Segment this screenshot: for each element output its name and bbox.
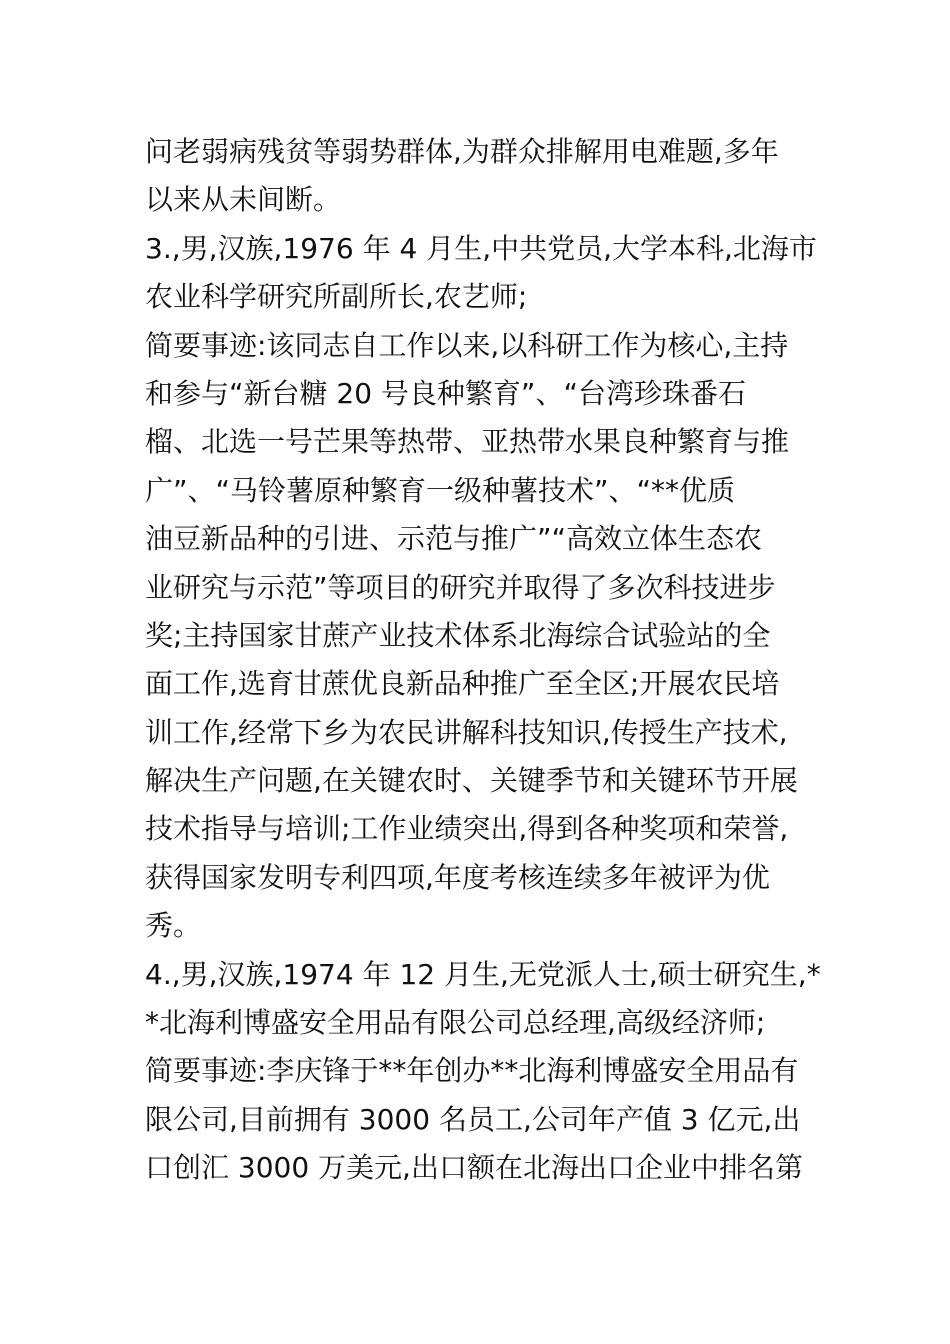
text-line: 简要事迹:该同志自工作以来,以科研工作为核心,主持 [145, 328, 789, 362]
text-line: 3.,男,汉族,1976 年 4 月生,中共党员,大学本科,北海市 [145, 231, 817, 265]
document-body [145, 128, 825, 1193]
text-line: 解决生产问题,在关键农时、关键季节和关键环节开展 [145, 764, 798, 798]
text-line: 榴、北选一号芒果等热带、亚热带水果良种繁育与推 [145, 425, 790, 459]
text-line: 面工作,选育甘蔗优良新品种推广至全区;开展农民培 [145, 667, 780, 701]
text-line: *北海利博盛安全用品有限公司总经理,高级经济师; [145, 1006, 766, 1040]
text-line: 业研究与示范”等项目的研究并取得了多次科技进步 [145, 570, 776, 604]
text-line: 秀。 [145, 909, 202, 943]
text-line: 奖;主持国家甘蔗产业技术体系北海综合试验站的全 [145, 618, 771, 652]
text-line: 技术指导与培训;工作业绩突出,得到各种奖项和荣誉, [145, 812, 789, 846]
text-line: 口创汇 3000 万美元,出口额在北海出口企业中排名第 [145, 1151, 803, 1185]
text-line: 简要事迹:李庆锋于**年创办**北海利博盛安全用品有 [145, 1054, 799, 1088]
text-line: 广”、“马铃薯原种繁育一级种薯技术”、“**优质 [145, 473, 736, 507]
text-line: 油豆新品种的引进、示范与推广”“高效立体生态农 [145, 522, 763, 556]
text-line: 和参与“新台糖 20 号良种繁育”、“台湾珍珠番石 [145, 376, 746, 410]
text-line: 4.,男,汉族,1974 年 12 月生,无党派人士,硕士研究生,* [145, 957, 821, 991]
text-line: 获得国家发明专利四项,年度考核连续多年被评为优 [145, 860, 770, 894]
text-line: 以来从未间断。 [145, 183, 342, 217]
text-line: 训工作,经常下乡为农民讲解科技知识,传授生产技术, [145, 715, 788, 749]
text-line: 限公司,目前拥有 3000 名员工,公司年产值 3 亿元,出 [145, 1102, 801, 1136]
text-line: 农业科学研究所副所长,农艺师; [145, 280, 528, 314]
text-line: 问老弱病残贫等弱势群体,为群众排解用电难题,多年 [145, 135, 779, 168]
